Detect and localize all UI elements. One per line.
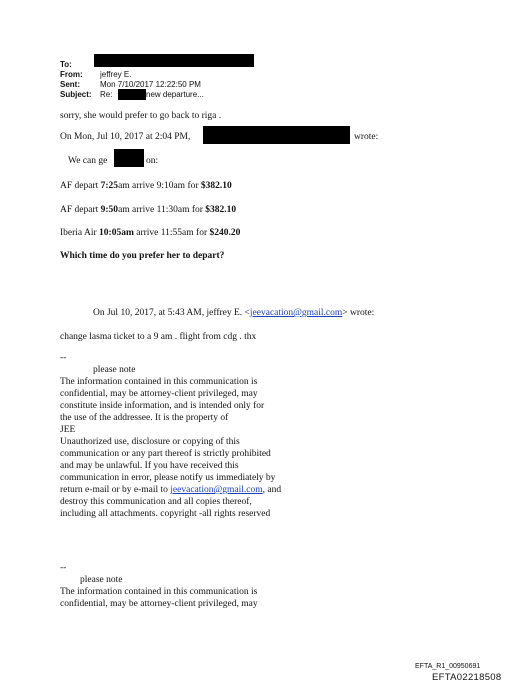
email-link[interactable]: jeevacation@gmail.com [170,485,263,495]
quote1-intro-suffix: wrote: [354,132,379,142]
quote1-intro-prefix: On Mon, Jul 10, 2017 at 2:04 PM, [60,132,191,142]
email-link[interactable]: jeevacation@gmail.com [249,308,343,318]
disclaimer-line: JEE [60,425,76,435]
disclaimer-line: The information contained in this communication is [60,587,258,597]
please-note: please note [93,365,136,375]
document-ref-2: EFTA02218508 [432,672,502,683]
flight-option: AF depart 7:25am arrive 9:10am for $382.10 [60,181,232,191]
sent-value: Mon 7/10/2017 12:22:50 PM [100,80,201,89]
disclaimer-line: including all attachments. copyright -all rights reserved [60,509,271,519]
flight-option: AF depart 9:50am arrive 11:30am for $382.10 [60,205,237,215]
quote2-intro: On Jul 10, 2017, at 5:43 AM, jeffrey E. <jeevacation@gmail.com> wrote: [93,308,375,318]
disclaimer-line: The information contained in this communication is [60,377,258,387]
disclaimer-line: and may be unlawful. If you have received this [60,461,239,471]
separator: -- [60,353,67,363]
subject-suffix: new departure... [146,90,204,99]
disclaimer-line: confidential, may be attorney-client privileged, may [60,599,258,609]
disclaimer-line: communication in error, please notify us immediately by [60,473,276,483]
quote2-body: change lasma ticket to a 9 am . flight from cdg . thx [60,332,257,342]
redaction-passenger [114,149,144,167]
redaction-subject [118,89,146,100]
document-ref-1: EFTA_R1_00950691 [415,663,481,670]
quote1-question: Which time do you prefer her to depart? [60,251,225,261]
flight-option: Iberia Air 10:05am arrive 11:55am for $240.20 [60,228,241,238]
disclaimer-email-line: return e-mail or by e-mail to jeevacation@gmail.com, and [60,485,282,495]
redaction-to [94,54,254,67]
subject-prefix: Re: [100,90,113,99]
to-label: To: [60,60,72,69]
please-note: please note [80,575,123,585]
disclaimer-line: destroy this communication and all copies thereof, [60,497,252,507]
disclaimer-line: confidential, may be attorney-client privileged, may [60,389,258,399]
sent-label: Sent: [60,80,80,89]
redaction-quote1-sender [203,126,350,144]
from-value: jeffrey E. [100,70,132,79]
disclaimer-line: communication or any part thereof is strictly prohibited [60,449,271,459]
from-label: From: [60,70,83,79]
reply-text: sorry, she would prefer to go back to riga . [60,111,222,121]
quote1-can-prefix: We can ge [68,156,108,166]
separator: -- [60,563,67,573]
disclaimer-line: the use of the addressee. It is the property of [60,413,229,423]
disclaimer-line: constitute inside information, and is intended only for [60,401,265,411]
disclaimer-line: Unauthorized use, disclosure or copying of this [60,437,240,447]
subject-label: Subject: [60,90,92,99]
quote1-can-suffix: on: [146,156,159,166]
